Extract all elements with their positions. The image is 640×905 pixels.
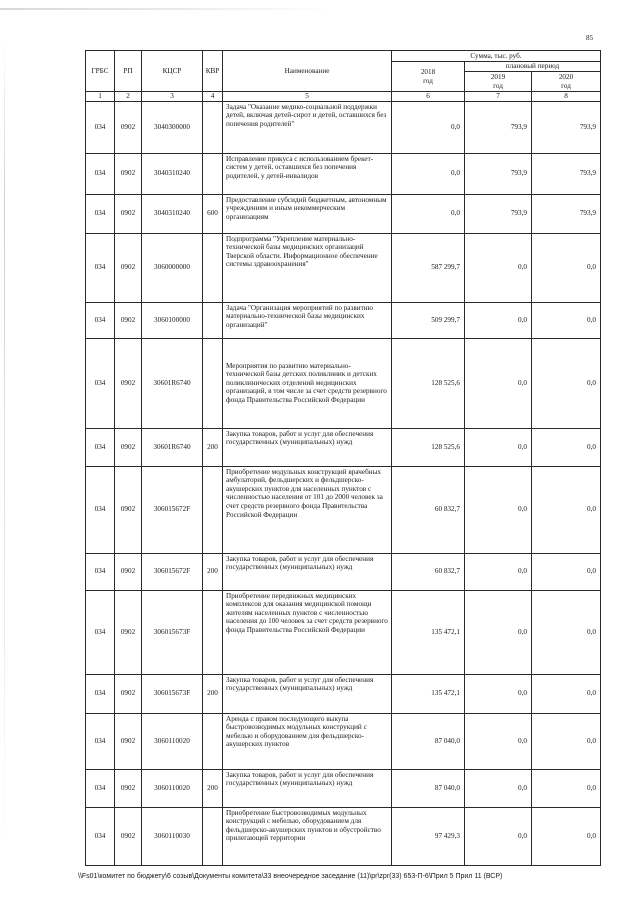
cell-2018: 0,0 — [392, 194, 465, 233]
cell-2020: 0,0 — [532, 553, 601, 590]
cell-rp: 0902 — [115, 338, 142, 428]
cell-kvr: 600 — [203, 194, 223, 233]
cell-2019: 793,9 — [465, 153, 532, 194]
cell-2019: 793,9 — [465, 194, 532, 233]
cell-name: Аренда с правом последующего выкупа быстровозводимых модульных конструкций с мебелью и оборудованием для фельдшерско-акушерских пунктов — [223, 713, 392, 769]
cell-rp: 0902 — [115, 807, 142, 865]
table-row — [86, 153, 601, 194]
cell-name: Подпрограмма "Укрепление материально-технической базы медицинских организаций Тверской области. Информационное обеспечение системы здравоохранения" — [223, 233, 392, 302]
header-2019-god: год — [493, 81, 503, 90]
column-number: 8 — [532, 92, 601, 102]
cell-2018: 60 832,7 — [392, 553, 465, 590]
cell-gp: 034 — [86, 713, 115, 769]
header-2019-year: 2019 — [490, 72, 506, 81]
cell-gp: 034 — [86, 674, 115, 713]
cell-gp: 034 — [86, 153, 115, 194]
cell-kcsr: 306015673F — [142, 674, 203, 713]
cell-2019: 0,0 — [465, 553, 532, 590]
cell-kcsr: 306015672F — [142, 466, 203, 553]
header-rp: РП — [115, 51, 142, 92]
cell-kvr: 200 — [203, 553, 223, 590]
header-kcsr: КЦСР — [142, 51, 203, 92]
cell-2019: 0,0 — [465, 302, 532, 338]
cell-kcsr: 3060110030 — [142, 807, 203, 865]
cell-rp: 0902 — [115, 590, 142, 674]
cell-rp: 0902 — [115, 428, 142, 466]
cell-2020: 0,0 — [532, 590, 601, 674]
cell-2019: 0,0 — [465, 466, 532, 553]
cell-2020: 0,0 — [532, 338, 601, 428]
cell-2019: 0,0 — [465, 674, 532, 713]
cell-rp: 0902 — [115, 233, 142, 302]
cell-rp: 0902 — [115, 466, 142, 553]
cell-kvr — [203, 807, 223, 865]
cell-kvr — [203, 466, 223, 553]
cell-2018: 128 525,6 — [392, 338, 465, 428]
cell-kcsr: 3040300000 — [142, 101, 203, 153]
cell-kvr: 200 — [203, 428, 223, 466]
cell-name: Задача "Организация мероприятий по развитию материально-технической базы медицинских организаций" — [223, 302, 392, 338]
page-number: 85 — [586, 34, 593, 42]
cell-name: Задача "Оказание медико-социальной поддержки детей, включая детей-сирот и детей, оставшихся без попечения родителей" — [223, 101, 392, 153]
cell-2018: 0,0 — [392, 153, 465, 194]
cell-kvr — [203, 590, 223, 674]
budget-table — [85, 50, 601, 866]
header-2020 — [532, 72, 601, 92]
cell-name: Предоставление субсидий бюджетным, автономным учреждениям и иным некоммерческим организациям — [223, 194, 392, 233]
cell-kvr — [203, 101, 223, 153]
cell-kcsr: 30601R6740 — [142, 338, 203, 428]
cell-gp: 034 — [86, 101, 115, 153]
cell-2020: 793,9 — [532, 153, 601, 194]
cell-2018: 128 525,6 — [392, 428, 465, 466]
column-number: 6 — [392, 92, 465, 102]
cell-2020: 0,0 — [532, 233, 601, 302]
cell-rp: 0902 — [115, 769, 142, 807]
cell-kcsr: 306015672F — [142, 553, 203, 590]
cell-rp: 0902 — [115, 553, 142, 590]
header-sum: Сумма, тыс. руб. — [392, 51, 601, 62]
table-row — [86, 769, 601, 807]
cell-rp: 0902 — [115, 674, 142, 713]
header-plan-period: плановый период — [465, 62, 601, 72]
cell-2018: 87 040,0 — [392, 713, 465, 769]
column-number: 5 — [223, 92, 392, 102]
cell-rp: 0902 — [115, 302, 142, 338]
cell-name: Мероприятия по развитию материально-технической базы детских поликлиник и детских поликлинических отделений медицинских организаций, в том числе за счет средств резервного фонда Правительства Российской Федерации — [223, 338, 392, 428]
cell-gp: 034 — [86, 338, 115, 428]
cell-kcsr: 3060100000 — [142, 302, 203, 338]
cell-kvr: 200 — [203, 674, 223, 713]
cell-2020: 0,0 — [532, 428, 601, 466]
cell-2019: 0,0 — [465, 769, 532, 807]
column-number-row — [86, 92, 601, 102]
table-row — [86, 807, 601, 865]
cell-gp: 034 — [86, 590, 115, 674]
cell-2019: 0,0 — [465, 338, 532, 428]
header-gp: ГРБС — [86, 51, 115, 92]
cell-name: Приобретение передвижных медицинских комплексов для оказания медицинской помощи жителям населенных пунктов с численностью населения до 100 человек за счет средств резервного фонда Правительства Российской Федерации — [223, 590, 392, 674]
cell-2018: 587 299,7 — [392, 233, 465, 302]
column-number: 7 — [465, 92, 532, 102]
cell-kcsr: 3040310240 — [142, 153, 203, 194]
table-row — [86, 101, 601, 153]
table-row — [86, 233, 601, 302]
cell-kcsr: 3060110020 — [142, 769, 203, 807]
cell-2018: 97 429,3 — [392, 807, 465, 865]
cell-gp: 034 — [86, 807, 115, 865]
cell-2019: 0,0 — [465, 590, 532, 674]
cell-2019: 0,0 — [465, 713, 532, 769]
column-number: 3 — [142, 92, 203, 102]
cell-gp: 034 — [86, 553, 115, 590]
table-row — [86, 302, 601, 338]
column-number: 4 — [203, 92, 223, 102]
cell-2019: 0,0 — [465, 428, 532, 466]
cell-name: Закупка товаров, работ и услуг для обеспечения государственных (муниципальных) нужд — [223, 674, 392, 713]
cell-kcsr: 30601R6740 — [142, 428, 203, 466]
table-row — [86, 428, 601, 466]
cell-rp: 0902 — [115, 713, 142, 769]
cell-kvr — [203, 338, 223, 428]
scan-edge-mark — [4, 40, 5, 860]
cell-gp: 034 — [86, 233, 115, 302]
cell-gp: 034 — [86, 302, 115, 338]
header-2019 — [465, 72, 532, 92]
cell-2018: 509 299,7 — [392, 302, 465, 338]
cell-kvr — [203, 713, 223, 769]
cell-kvr — [203, 302, 223, 338]
table-row — [86, 713, 601, 769]
cell-2020: 0,0 — [532, 713, 601, 769]
cell-2020: 0,0 — [532, 674, 601, 713]
cell-2020: 0,0 — [532, 807, 601, 865]
cell-kcsr: 306015673F — [142, 590, 203, 674]
table-row — [86, 466, 601, 553]
cell-2020: 793,9 — [532, 194, 601, 233]
column-number: 2 — [115, 92, 142, 102]
header-2018-god: год — [423, 76, 433, 85]
cell-2018: 135 472,1 — [392, 674, 465, 713]
cell-kvr — [203, 153, 223, 194]
cell-2020: 0,0 — [532, 466, 601, 553]
cell-rp: 0902 — [115, 194, 142, 233]
cell-gp: 034 — [86, 194, 115, 233]
cell-name: Закупка товаров, работ и услуг для обеспечения государственных (муниципальных) нужд — [223, 769, 392, 807]
cell-rp: 0902 — [115, 101, 142, 153]
column-number: 1 — [86, 92, 115, 102]
cell-name: Приобретение модульных конструкций врачебных амбулаторий, фельдшерских и фельдшерско-акушерских пунктов для населенных пунктов с численностью населения от 101 до 2000 человек за счет средств резервного фонда Правительства Российской Федерации — [223, 466, 392, 553]
cell-kcsr: 3040310240 — [142, 194, 203, 233]
cell-2019: 0,0 — [465, 233, 532, 302]
header-name: Наименование — [223, 51, 392, 92]
cell-gp: 034 — [86, 769, 115, 807]
cell-gp: 034 — [86, 428, 115, 466]
cell-kcsr: 3060110020 — [142, 713, 203, 769]
table-row — [86, 553, 601, 590]
table-row — [86, 674, 601, 713]
table-row — [86, 590, 601, 674]
header-2020-year: 2020 — [558, 72, 574, 81]
cell-2018: 87 040,0 — [392, 769, 465, 807]
cell-2020: 0,0 — [532, 769, 601, 807]
table-row — [86, 194, 601, 233]
cell-2019: 793,9 — [465, 101, 532, 153]
cell-2019: 0,0 — [465, 807, 532, 865]
cell-2018: 0,0 — [392, 101, 465, 153]
cell-name: Исправление прикуса с использованием брекет-систем у детей, оставшихся без попечения родителей, у детей-инвалидов — [223, 153, 392, 194]
cell-name: Приобретение быстровозводимых модульных конструкций с мебелью, оборудованием для фельдшерско-акушерских пунктов и обустройство прилегающей территории — [223, 807, 392, 865]
cell-name: Закупка товаров, работ и услуг для обеспечения государственных (муниципальных) нужд — [223, 428, 392, 466]
header-kvr: КВР — [203, 51, 223, 92]
footer-file-path: \\Fs01\комитет по бюджету\6 созыв\Документы комитета\33 внеочередное заседание (11)\pr\zpr(33) 653-П-6\Прил 5 Прил 11 (ВСР) — [78, 873, 503, 880]
cell-name: Закупка товаров, работ и услуг для обеспечения государственных (муниципальных) нужд — [223, 553, 392, 590]
header-2020-god: год — [561, 81, 571, 90]
cell-2018: 135 472,1 — [392, 590, 465, 674]
cell-rp: 0902 — [115, 153, 142, 194]
header-2018-year: 2018 — [420, 67, 436, 76]
cell-2020: 0,0 — [532, 302, 601, 338]
table-row — [86, 338, 601, 428]
cell-kcsr: 3060000000 — [142, 233, 203, 302]
scan-smudge — [0, 8, 330, 10]
cell-kvr: 200 — [203, 769, 223, 807]
cell-kvr — [203, 233, 223, 302]
cell-2018: 60 832,7 — [392, 466, 465, 553]
header-2018 — [392, 62, 465, 92]
cell-2020: 793,9 — [532, 101, 601, 153]
cell-gp: 034 — [86, 466, 115, 553]
